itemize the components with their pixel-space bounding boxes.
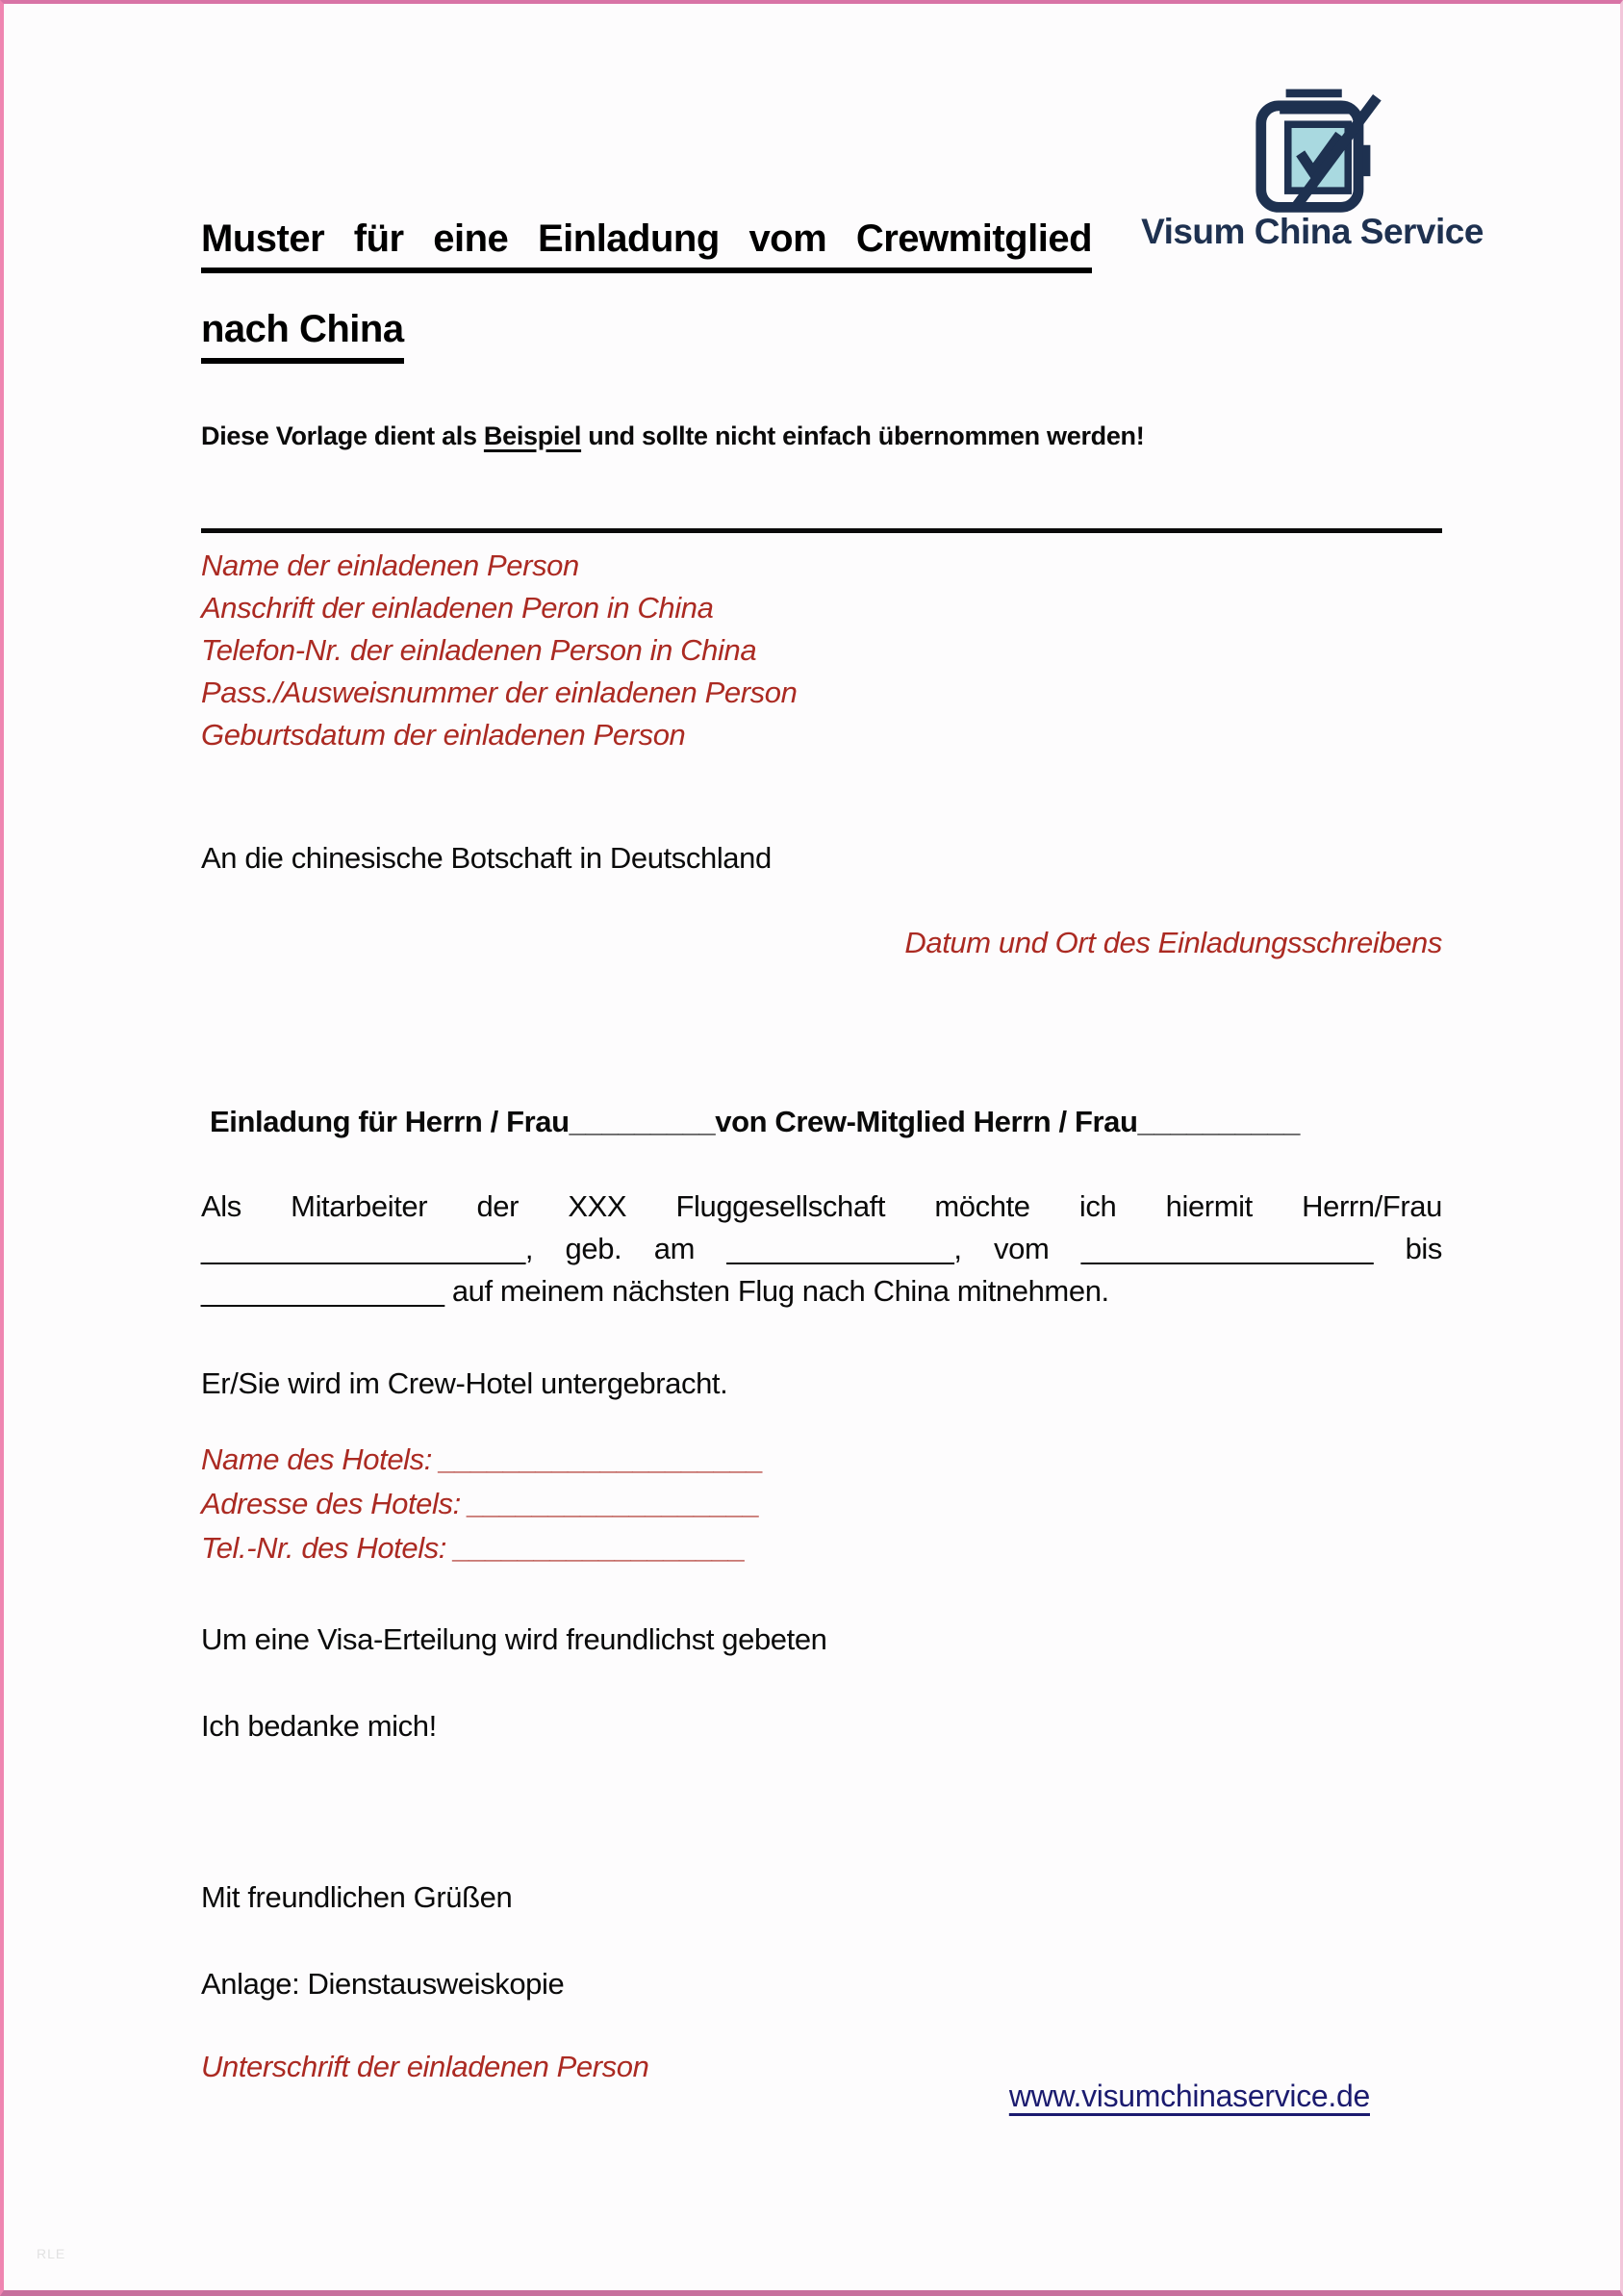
template-notice [201, 421, 1144, 451]
footer-website [201, 2079, 1370, 2114]
invitee-line: Anschrift der einladenen Peron in China [201, 591, 714, 625]
notice-after: und sollte nicht einfach übernommen werden! [581, 421, 1145, 450]
attachment-line: Anlage: Dienstausweiskopie [201, 1967, 565, 2001]
thanks-line: Ich bedanke mich! [201, 1709, 437, 1743]
embassy-address-line: An die chinesische Botschaft in Deutschland [201, 841, 772, 875]
hotel-line: Tel.-Nr. des Hotels: __________________ [201, 1531, 747, 1565]
body-paragraph [201, 1186, 1442, 1313]
hotel-line: Name des Hotels: ____________________ [201, 1442, 765, 1476]
body-paragraph-line: ____________________, geb. am ______________, vom __________________ bis [201, 1232, 1442, 1265]
visa-request-line: Um eine Visa-Erteilung wird freundlichst gebeten [201, 1622, 827, 1656]
corner-watermark: RLE [37, 2246, 66, 2261]
notice-underlined-word: Beispiel [483, 421, 582, 450]
logo-wordmark: Visum China Service [1141, 212, 1484, 251]
document-title-line1: Muster für eine Einladung vom Crewmitglied [201, 217, 1092, 273]
section-divider-rule [201, 528, 1442, 533]
body-paragraph-line: Als Mitarbeiter der XXX Fluggesellschaft möchte ich hiermit Herrn/Frau [201, 1189, 1442, 1223]
hotel-intro-line: Er/Sie wird im Crew-Hotel untergebracht. [201, 1366, 728, 1400]
invitee-line: Name der einladenen Person [201, 548, 579, 582]
subject-line: Einladung für Herrn / Frau_________von Crew-Mitglied Herrn / Frau__________ [210, 1105, 1300, 1138]
website-link[interactable]: www.visumchinaservice.de [1008, 2079, 1370, 2113]
invitee-line: Geburtsdatum der einladenen Person [201, 718, 686, 752]
date-place-placeholder: Datum und Ort des Einladungsschreibens [904, 926, 1442, 959]
document-title-line2: nach China [201, 308, 404, 364]
signature-placeholder: Unterschrift der einladenen Person [201, 2050, 649, 2083]
invitee-line: Pass./Ausweisnummer der einladenen Person [201, 676, 798, 709]
invitee-line: Telefon-Nr. der einladenen Person in China [201, 633, 757, 667]
body-paragraph-line: _______________ auf meinem nächsten Flug nach China mitnehmen. [201, 1274, 1109, 1308]
hotel-line: Adresse des Hotels: __________________ [201, 1487, 761, 1520]
hotel-placeholder-block [201, 1438, 764, 1570]
visum-logo-icon [1251, 81, 1385, 216]
invitee-placeholder-block [201, 545, 797, 756]
notice-before: Diese Vorlage dient als [201, 421, 484, 450]
closing-line: Mit freundlichen Grüßen [201, 1880, 513, 1914]
